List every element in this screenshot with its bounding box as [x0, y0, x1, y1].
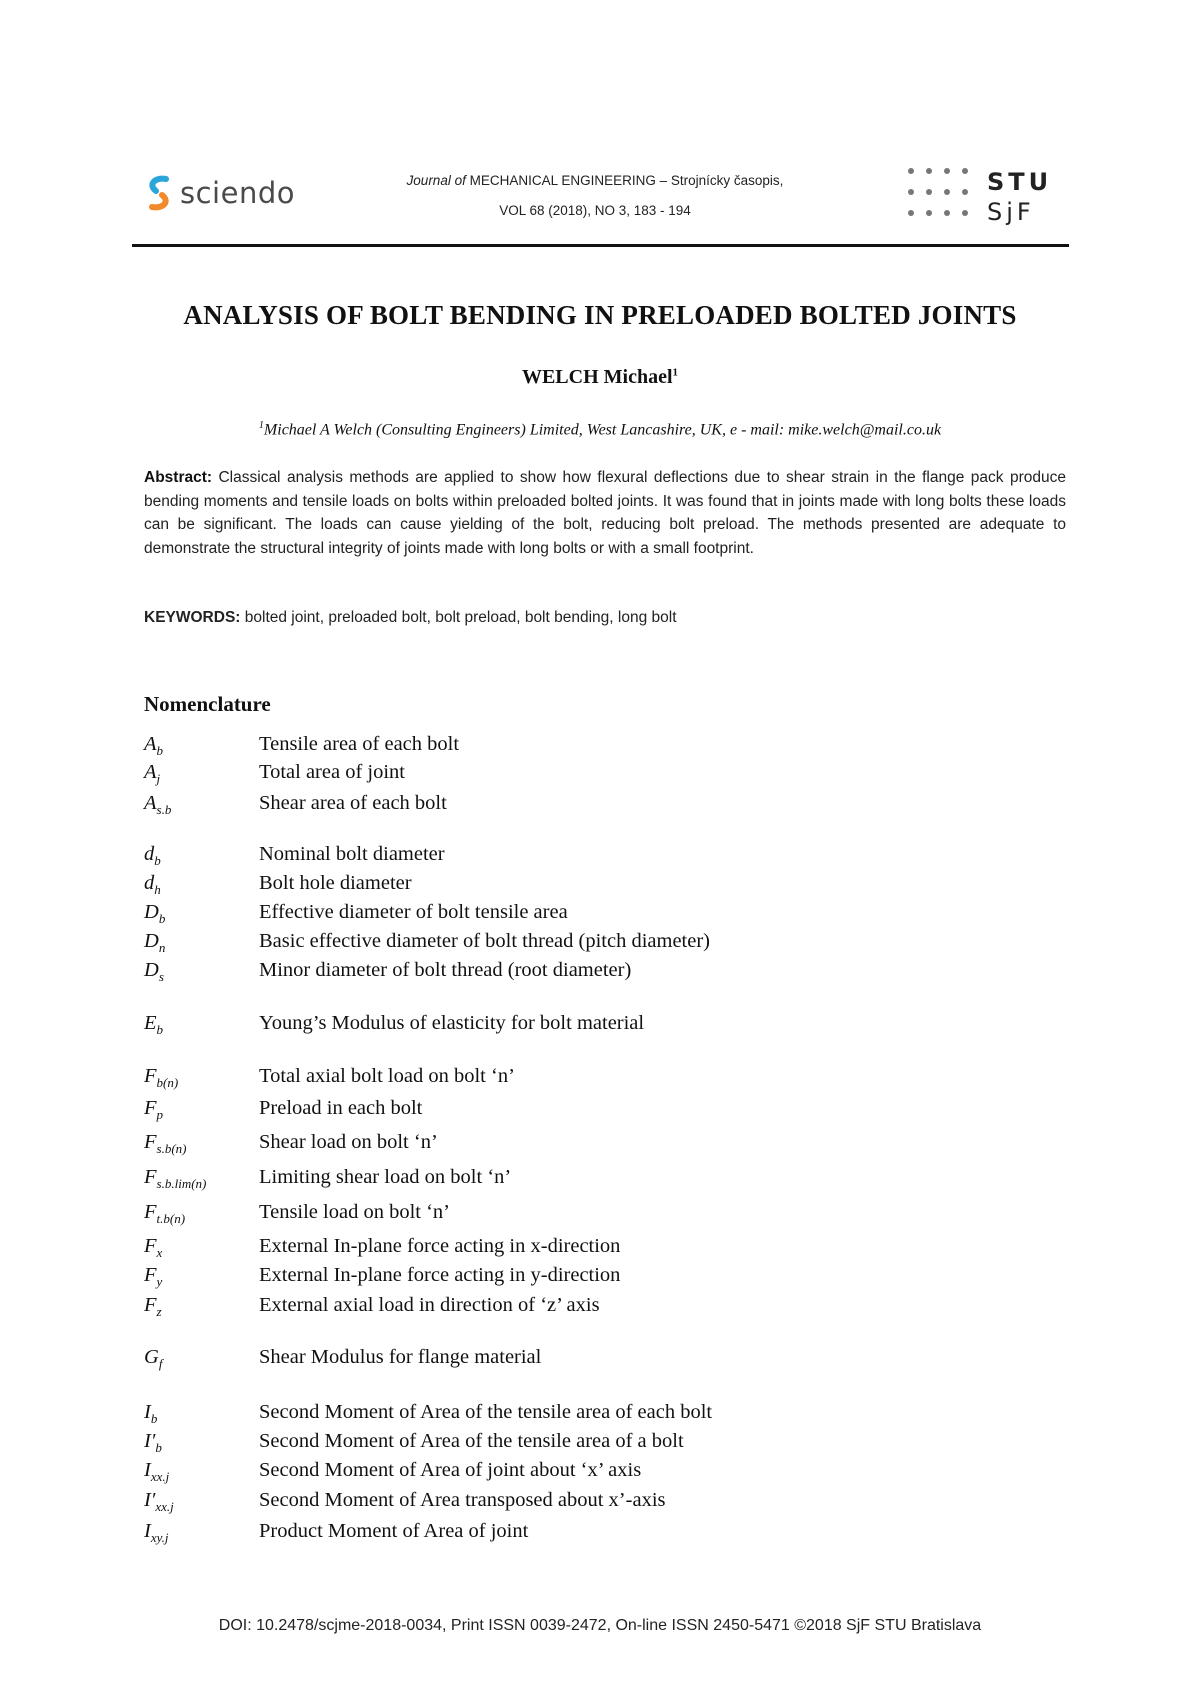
- publisher-logo: [146, 168, 316, 218]
- nomenclature-row: [144, 1430, 1044, 1458]
- nomenclature-row: [144, 1459, 1044, 1487]
- institution-logo: [905, 164, 1065, 226]
- nomenclature-symbol: $F_{s.b(n)}$: [144, 1131, 187, 1157]
- nomenclature-symbol: $F_y$: [144, 1264, 163, 1290]
- nomenclature-symbol: $I_b$: [144, 1401, 158, 1427]
- nomenclature-description: External In-plane force acting in y-direction: [259, 1264, 621, 1286]
- nomenclature-description: Minor diameter of bolt thread (root diameter): [259, 959, 632, 981]
- author: WELCH Michael$^1$: [521, 366, 679, 388]
- nomenclature-row: [144, 1346, 1044, 1374]
- nomenclature-row: [144, 1489, 1044, 1517]
- sciendo-mark-icon: [146, 175, 172, 211]
- nomenclature-description: Second Moment of Area of joint about ‘x’ axis: [259, 1459, 642, 1481]
- nomenclature-description: Limiting shear load on bolt ‘n’: [259, 1166, 512, 1188]
- nomenclature-row: [144, 792, 1044, 820]
- nomenclature-description: Total axial bolt load on bolt ‘n’: [259, 1065, 515, 1087]
- nomenclature-description: Total area of joint: [259, 761, 405, 783]
- nomenclature-symbol: $F_{t.b(n)}$: [144, 1201, 186, 1227]
- nomenclature-row: [144, 1065, 1044, 1093]
- nomenclature-symbol: $D_s$: [144, 959, 164, 985]
- nomenclature-row: [144, 1097, 1044, 1125]
- nomenclature-symbol: $F_x$: [144, 1235, 163, 1261]
- nomenclature-description: Preload in each bolt: [259, 1097, 423, 1119]
- nomenclature-description: Effective diameter of bolt tensile area: [259, 901, 568, 923]
- journal-line-2: VOL 68 (2018), NO 3, 183 - 194: [499, 203, 691, 218]
- nomenclature-row: [144, 761, 1044, 789]
- nomenclature-symbol: $F_p$: [144, 1097, 164, 1123]
- nomenclature-row: [144, 1201, 1044, 1229]
- paper-title: ANALYSIS OF BOLT BENDING IN PRELOADED BOLTED JOINTS: [183, 300, 1017, 330]
- nomenclature-description: Bolt hole diameter: [259, 872, 412, 894]
- nomenclature-row: [144, 1235, 1044, 1263]
- nomenclature-description: External axial load in direction of ‘z’ axis: [259, 1294, 600, 1316]
- nomenclature-symbol: $d_h$: [144, 872, 161, 898]
- nomenclature-description: Second Moment of Area of the tensile area of each bolt: [259, 1401, 713, 1423]
- nomenclature-row: [144, 1401, 1044, 1429]
- journal-line-1: Journal of MECHANICAL ENGINEERING – Strojnícky časopis,: [406, 173, 784, 188]
- nomenclature-row: [144, 1264, 1044, 1292]
- nomenclature-symbol: $d_b$: [144, 843, 161, 869]
- nomenclature-symbol: $D_n$: [144, 930, 166, 956]
- header-rule: [132, 244, 1069, 247]
- nomenclature-description: Nominal bolt diameter: [259, 843, 445, 865]
- nomenclature-symbol: $I'_{xx.j}$: [144, 1489, 174, 1515]
- nomenclature-row: [144, 1012, 1044, 1040]
- nomenclature-symbol: $I_{xx.j}$: [144, 1459, 170, 1485]
- nomenclature-symbol: $F_z$: [144, 1294, 162, 1320]
- nomenclature-description: External In-plane force acting in x-direction: [259, 1235, 621, 1257]
- affiliation: $^1$Michael A Welch (Consulting Engineers) Limited, West Lancashire, UK, e - mail: mike.welch@mail.co.uk: [258, 420, 942, 439]
- nomenclature-description: Shear Modulus for flange material: [259, 1346, 542, 1368]
- nomenclature-row: [144, 1166, 1044, 1194]
- nomenclature-symbol: $D_b$: [144, 901, 166, 927]
- publisher-wordmark: sciendo: [180, 176, 295, 210]
- nomenclature-row: [144, 959, 1044, 987]
- logo-stu-text: STU: [987, 168, 1053, 196]
- nomenclature-description: Young’s Modulus of elasticity for bolt material: [259, 1012, 645, 1034]
- nomenclature-description: Shear area of each bolt: [259, 792, 447, 814]
- nomenclature-row: [144, 901, 1044, 929]
- nomenclature-row: [144, 1131, 1044, 1159]
- nomenclature-symbol: $E_b$: [144, 1012, 164, 1038]
- abstract: Abstract: Classical analysis methods are applied to show how flexural deflections due to shear strain in the flange pack produce bending moments and tensile loads on bolts within preloaded bolted joints. It was found that in joints made with long bolts these loads can be significant. The loads can cause yielding of the bolt, reducing bolt preload. The methods presented are adequate to demonstrate the structural integrity of joints made with long bolts or with a small footprint.: [144, 469, 1066, 557]
- logo-dots: [908, 168, 968, 216]
- nomenclature-row: [144, 733, 1044, 761]
- nomenclature-description: Tensile area of each bolt: [259, 733, 460, 755]
- nomenclature-description: Tensile load on bolt ‘n’: [259, 1201, 450, 1223]
- nomenclature-description: Second Moment of Area of the tensile area of a bolt: [259, 1430, 684, 1452]
- nomenclature-symbol: $G_f$: [144, 1346, 163, 1372]
- nomenclature-description: Basic effective diameter of bolt thread (pitch diameter): [259, 930, 710, 952]
- nomenclature-symbol: $I'_b$: [144, 1430, 162, 1456]
- logo-sjf-text: SjF: [987, 198, 1035, 226]
- nomenclature-description: Second Moment of Area transposed about x’-axis: [259, 1489, 666, 1511]
- journal-info: [360, 166, 830, 226]
- nomenclature-symbol: $F_{b(n)}$: [144, 1065, 179, 1091]
- nomenclature-row: [144, 930, 1044, 958]
- nomenclature-description: Shear load on bolt ‘n’: [259, 1131, 438, 1153]
- keywords: KEYWORDS: bolted joint, preloaded bolt, bolt preload, bolt bending, long bolt: [144, 609, 677, 626]
- nomenclature-symbol: $A_{s.b}$: [144, 792, 172, 818]
- nomenclature-description: Product Moment of Area of joint: [259, 1520, 529, 1542]
- nomenclature-symbol: $A_b$: [144, 733, 164, 759]
- nomenclature-row: [144, 1294, 1044, 1322]
- nomenclature-row: [144, 1520, 1044, 1548]
- nomenclature-symbol: $A_j$: [144, 761, 161, 787]
- nomenclature-symbol: $F_{s.b.lim(n)}$: [144, 1166, 207, 1192]
- nomenclature-heading: Nomenclature: [144, 692, 271, 716]
- nomenclature-symbol: $I_{xy.j}$: [144, 1520, 169, 1546]
- nomenclature-row: [144, 843, 1044, 871]
- nomenclature-row: [144, 872, 1044, 900]
- doi-footer: DOI: 10.2478/scjme-2018-0034, Print ISSN 0039-2472, On-line ISSN 2450-5471 ©2018 SjF STU Bratislava: [218, 1617, 982, 1634]
